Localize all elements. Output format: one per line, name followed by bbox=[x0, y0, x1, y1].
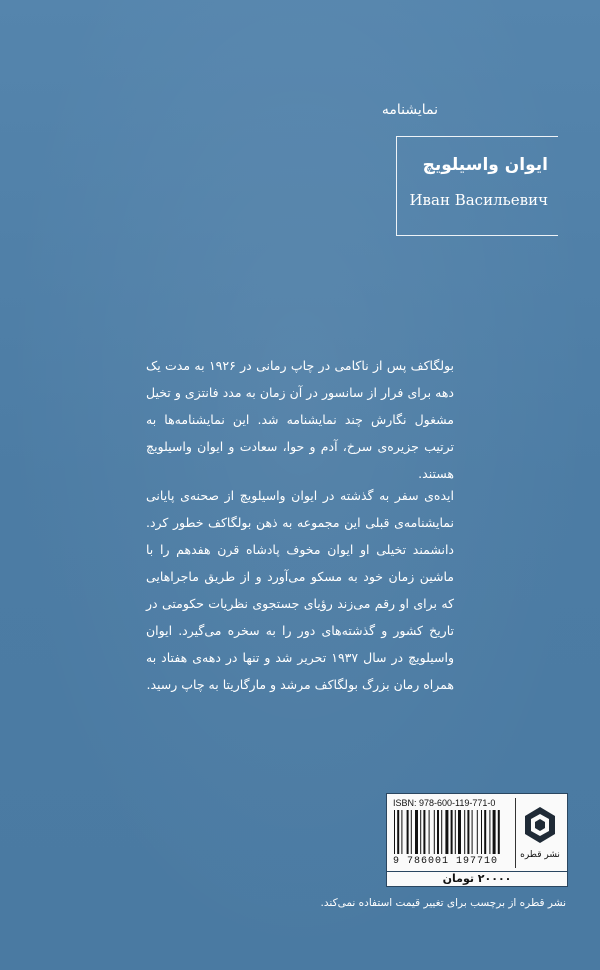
barcode-panel bbox=[386, 793, 568, 872]
title-russian: Иван Васильевич bbox=[409, 191, 548, 209]
barcode-number: 9 786001 197710 bbox=[393, 856, 499, 867]
title-persian: ایوان واسیلویچ bbox=[422, 155, 548, 175]
blurb-paragraph-1: بولگاکف پس از ناکامی در چاپ رمانی در ۱۹۲۶ به مدت یک دهه برای فرار از سانسور در آن زمان به مدد فانتزی و تخیل مشغول نگارش چند نمایشنامه شد. این نمایشنامه‌ها به ترتیب جزیره‌ی سرخ، آدم و حوا، سعادت و ایوان واسیلویچ هستند. bbox=[146, 358, 454, 481]
title-box bbox=[396, 136, 558, 236]
publisher-name: نشر قطره bbox=[520, 850, 560, 860]
isbn-label: ISBN: 978-600-119-771-0 bbox=[393, 798, 496, 808]
publisher-logo-icon bbox=[523, 806, 557, 846]
barcode-icon bbox=[393, 810, 511, 854]
publisher-logo-area bbox=[515, 798, 564, 868]
price-label: ۲۰۰۰۰ تومان bbox=[386, 871, 568, 887]
genre-label: نمایشنامه bbox=[381, 102, 438, 118]
price-notice: نشر قطره از برچسب برای تغییر قیمت استفاده نمی‌کند. bbox=[320, 897, 566, 909]
blurb-paragraph-2: ایده‌ی سفر به گذشته در ایوان واسیلویچ از صحنه‌ی پایانی نمایشنامه‌ی قبلی این مجموعه به ذهن بولگاکف خطور کرد. دانشمند تخیلی او ایوان مخوف پادشاه قرن هفدهم را با ماشین زمان خود به مسکو می‌آورد و از طریق ماجراهایی که برای او رقم می‌زند رؤیای جستجوی نظریات حکومتی در تاریخ کشور و گذشته‌های دور را به سخره می‌گیرد. ایوان واسیلویچ در سال ۱۹۳۷ تحریر شد و تنها در دهه‌ی هفتاد به همراه رمان بزرگ بولگاکف مرشد و مارگاریتا به چاپ رسید. bbox=[146, 488, 454, 692]
